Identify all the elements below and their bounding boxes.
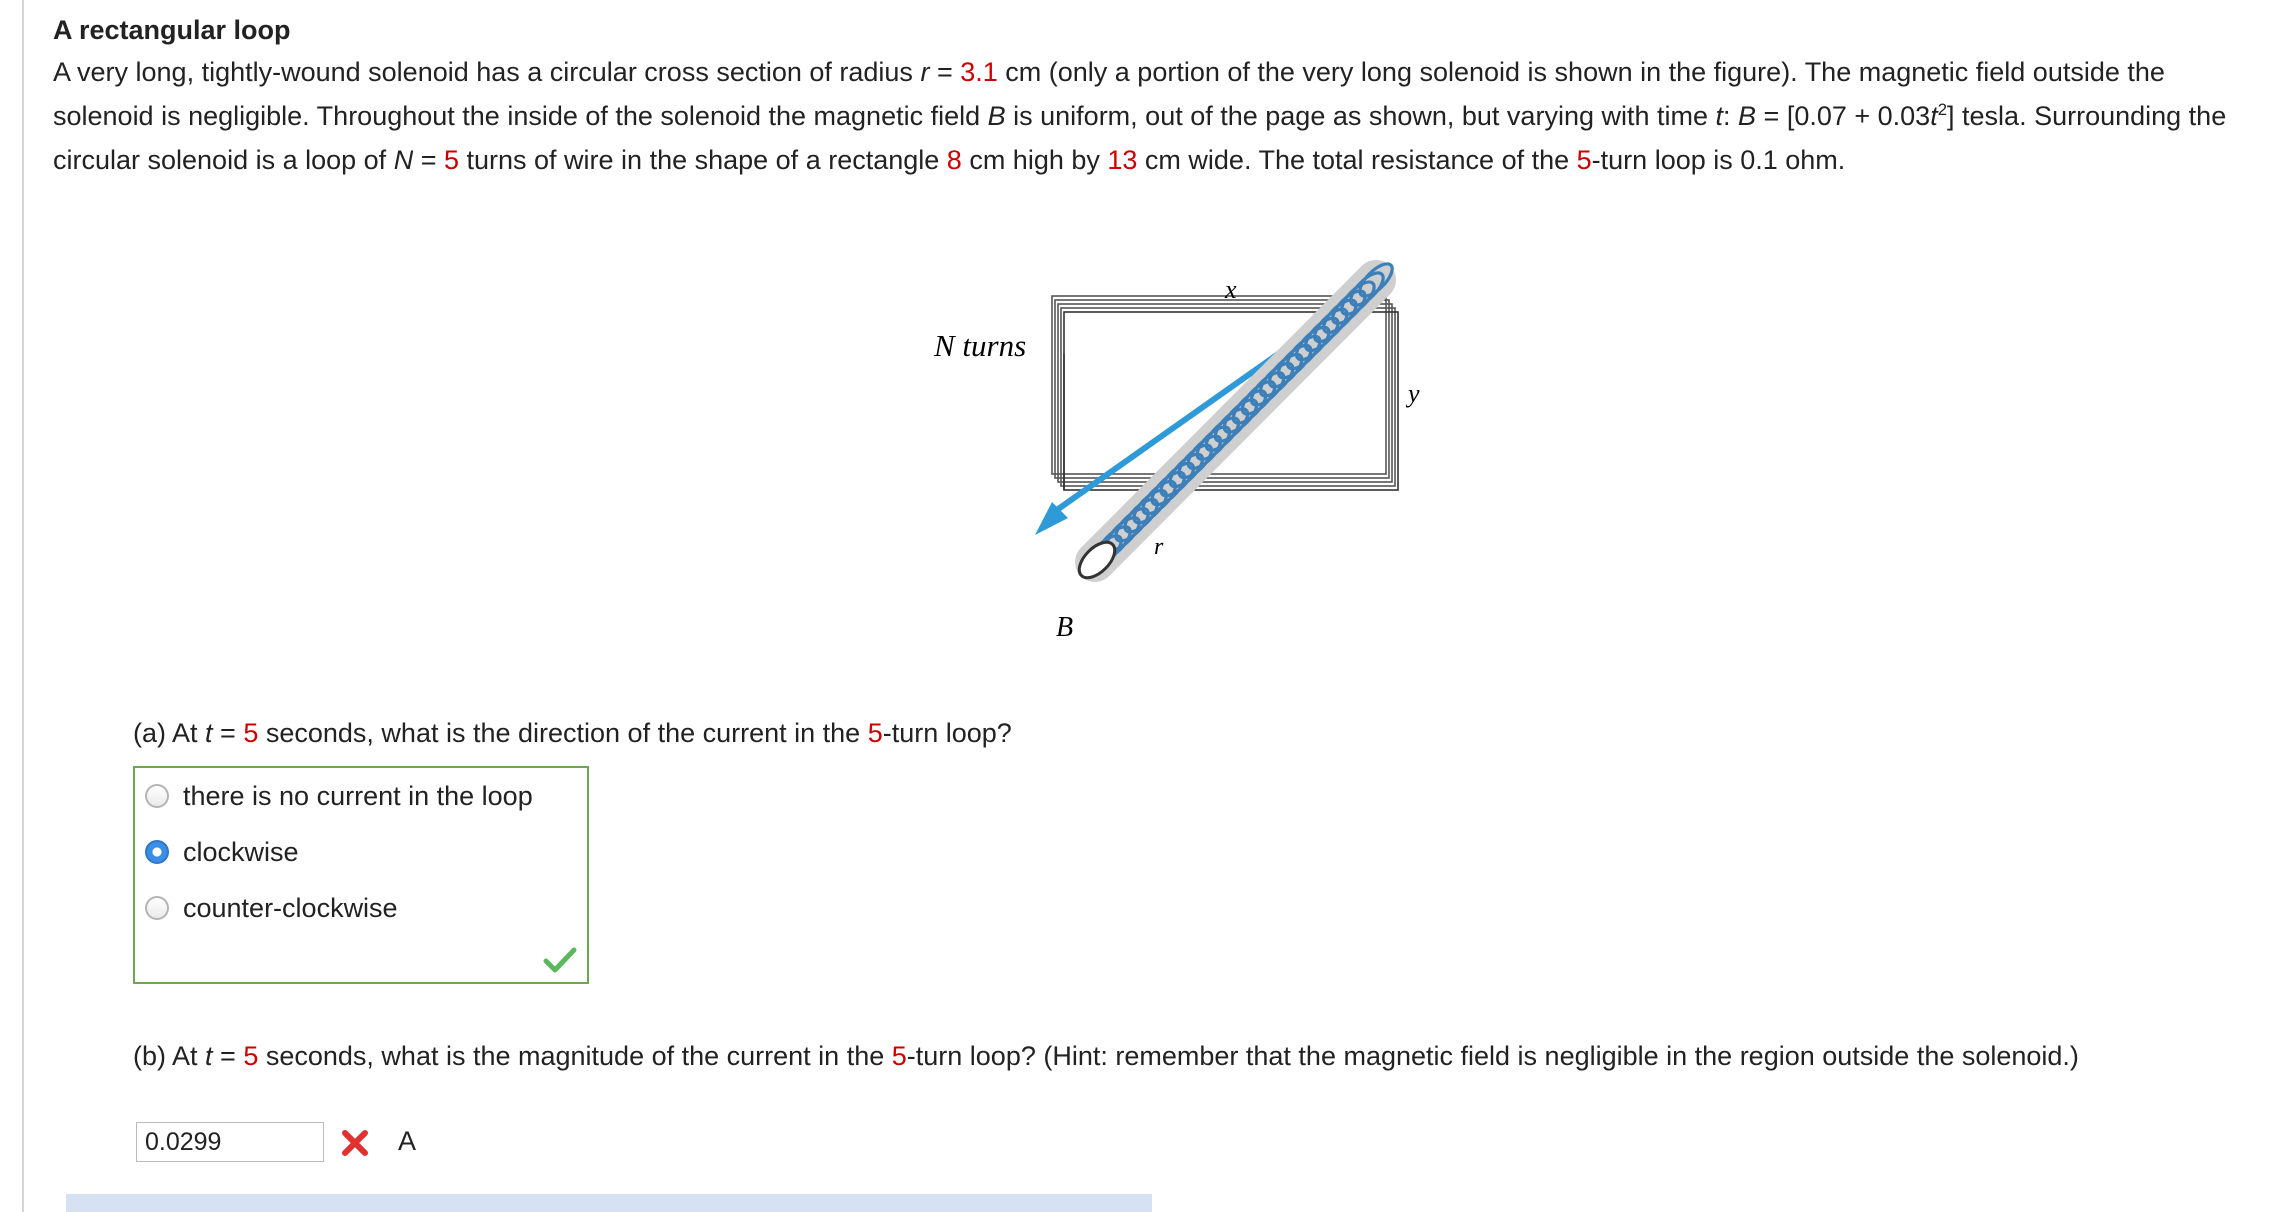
unit-label: A	[398, 1126, 417, 1156]
part-b-question	[133, 1036, 2253, 1076]
choice-label: counter-clockwise	[183, 892, 398, 923]
intro-text: turns of wire in the shape of a rectangle	[459, 145, 947, 175]
var-B: B	[987, 101, 1006, 131]
var-r: r	[920, 57, 930, 87]
exponent: 2	[1937, 100, 1948, 119]
problem-intro	[53, 50, 2263, 182]
radio-counter-clockwise[interactable]	[145, 896, 169, 920]
intro-text: = [0.07 + 0.03	[1756, 101, 1931, 131]
height-value: 8	[946, 145, 962, 175]
x-label: x	[1225, 275, 1237, 304]
q-text: seconds, what is the direction of the current in the	[258, 718, 868, 748]
q-text: (a) At	[133, 718, 206, 748]
left-margin-rule	[22, 0, 24, 1212]
intro-text: is uniform, out of the page as shown, but varying with time	[1005, 101, 1716, 131]
radio-no-current[interactable]	[145, 784, 169, 808]
choice-counter-clockwise[interactable]	[145, 888, 398, 928]
var-B: B	[1738, 101, 1757, 131]
solenoid-loop-diagram	[900, 250, 1460, 660]
intro-text: cm high by	[961, 145, 1108, 175]
radio-clockwise[interactable]	[145, 840, 169, 864]
problem-title: A rectangular loop	[53, 15, 291, 45]
turns-value: 5	[443, 145, 459, 175]
var-t: t	[205, 1041, 213, 1071]
choice-label: clockwise	[183, 836, 299, 867]
time-value: 5	[243, 1041, 259, 1071]
q-text: =	[212, 718, 244, 748]
answer-choices	[133, 766, 589, 984]
intro-text: cm wide. The total resistance of the	[1137, 145, 1577, 175]
q-text: -turn loop?	[882, 718, 1012, 748]
x-icon	[340, 1128, 370, 1158]
choice-no-current[interactable]	[145, 776, 533, 816]
turns-value: 5	[1576, 145, 1592, 175]
solenoid-figure	[900, 250, 1460, 660]
turns-value: 5	[867, 718, 883, 748]
var-N: N	[393, 145, 414, 175]
choice-label: there is no current in the loop	[183, 780, 533, 811]
time-value: 5	[243, 718, 259, 748]
var-t: t	[205, 718, 213, 748]
problem-statement	[53, 10, 2263, 182]
intro-text: -turn loop is 0.1 ohm.	[1591, 145, 1846, 175]
y-label: y	[1408, 379, 1420, 408]
n-turns-label: N turns	[934, 328, 1027, 363]
additional-materials-bar[interactable]	[66, 1194, 1152, 1212]
q-text: =	[212, 1041, 244, 1071]
q-text: -turn loop? (Hint: remember that the magnetic field is negligible in the region outside the solenoid.)	[906, 1041, 2079, 1071]
q-text: (b) At	[133, 1041, 206, 1071]
radius-value: 3.1	[960, 57, 998, 87]
current-magnitude-input[interactable]	[136, 1122, 324, 1162]
check-icon	[543, 946, 577, 974]
r-label: r	[1154, 534, 1164, 560]
var-t: t	[1715, 101, 1724, 131]
intro-text: cm (only a portion of the very long solenoid is shown in the figure). The magnetic field outside the solenoid is negligible. Throughout the inside of the solenoid the magnetic field	[53, 57, 2165, 131]
intro-text: ] tesla. Surrounding the circular solenoid is a loop of	[53, 101, 2227, 175]
choice-clockwise[interactable]	[145, 832, 299, 872]
q-text: seconds, what is the magnitude of the current in the	[258, 1041, 892, 1071]
intro-text: A very long, tightly-wound solenoid has a circular cross section of radius	[53, 57, 921, 87]
intro-text: :	[1723, 101, 1739, 131]
width-value: 13	[1107, 145, 1138, 175]
b-label: B	[1056, 612, 1074, 643]
intro-text: =	[929, 57, 961, 87]
var-t: t	[1930, 101, 1938, 131]
turns-value: 5	[891, 1041, 907, 1071]
intro-text: =	[413, 145, 444, 175]
part-a-question	[133, 718, 1012, 749]
